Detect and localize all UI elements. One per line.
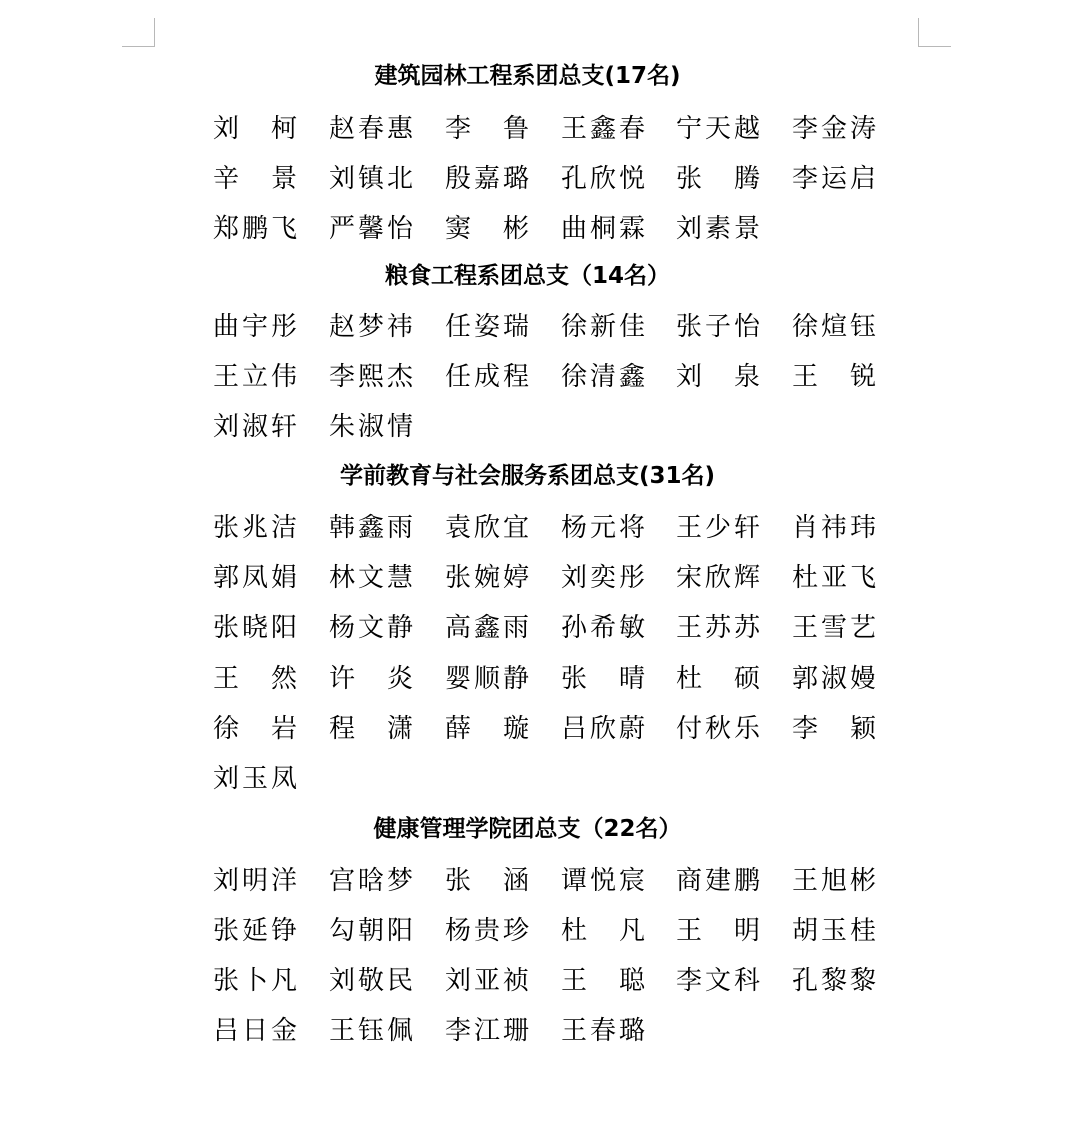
member-name: 张 卜 凡 [213,965,297,996]
member-name: 李 江 珊 [445,1015,529,1046]
member-name: 王 钰 佩 [329,1015,413,1046]
member-name: 徐 清 鑫 [561,361,645,392]
member-name: 商 建 鹏 [676,865,760,896]
member-name: 郭 淑 嫚 [792,663,876,694]
member-name: 王 旭 彬 [792,865,876,896]
member-name: 刘 镇 北 [329,163,413,194]
member-name: 赵 春 惠 [329,113,413,144]
member-name: 张 晴 [561,663,645,694]
page-corner-mark-top-left [122,18,155,47]
member-name: 王 雪 艺 [792,612,876,643]
member-name: 孙 希 敏 [561,612,645,643]
member-name: 王 春 璐 [561,1015,645,1046]
member-name: 杨 贵 珍 [445,915,529,946]
member-name: 程 潇 [329,713,413,744]
member-name: 徐 新 佳 [561,311,645,342]
member-name: 王 立 伟 [213,361,297,392]
member-name: 李 金 涛 [792,113,876,144]
member-name: 李 颖 [792,713,876,744]
member-name: 勾 朝 阳 [329,915,413,946]
member-name: 薛 璇 [445,713,529,744]
member-name: 刘 素 景 [676,213,760,244]
member-name: 辛 景 [213,163,297,194]
member-name: 任 姿 瑞 [445,311,529,342]
member-name: 刘 柯 [213,113,297,144]
member-name: 林 文 慧 [329,562,413,593]
member-name: 王 少 轩 [676,512,760,543]
member-name: 王 鑫 春 [561,113,645,144]
member-name: 曲 宇 彤 [213,311,297,342]
member-name: 王 苏 苏 [676,612,760,643]
member-name: 谭 悦 宸 [561,865,645,896]
member-name: 杜 亚 飞 [792,562,876,593]
member-name: 宁 天 越 [676,113,760,144]
member-name: 韩 鑫 雨 [329,512,413,543]
member-name: 刘 明 洋 [213,865,297,896]
member-name: 杨 元 将 [561,512,645,543]
member-name: 吕 欣 蔚 [561,713,645,744]
member-name: 杜 凡 [561,915,645,946]
member-name: 宫 晗 梦 [329,865,413,896]
member-name: 张 涵 [445,865,529,896]
member-name: 许 炎 [329,663,413,694]
member-name: 刘 泉 [676,361,760,392]
member-name: 朱 淑 情 [329,411,413,442]
member-name: 刘 奕 彤 [561,562,645,593]
member-name: 孔 黎 黎 [792,965,876,996]
member-name: 张 腾 [676,163,760,194]
member-name: 吕 日 金 [213,1015,297,1046]
member-name: 李 运 启 [792,163,876,194]
member-name: 张 子 怡 [676,311,760,342]
member-name: 胡 玉 桂 [792,915,876,946]
member-name: 付 秋 乐 [676,713,760,744]
member-name: 曲 桐 霖 [561,213,645,244]
member-name: 高 鑫 雨 [445,612,529,643]
member-name: 袁 欣 宜 [445,512,529,543]
member-name: 张 晓 阳 [213,612,297,643]
member-name: 张 延 铮 [213,915,297,946]
member-name: 孔 欣 悦 [561,163,645,194]
member-name: 李 熙 杰 [329,361,413,392]
member-name: 殷 嘉 璐 [445,163,529,194]
section-heading: 学前教育与社会服务系团总支(31名) [339,463,716,489]
member-name: 窦 彬 [445,213,529,244]
member-name: 婴 顺 静 [445,663,529,694]
member-name: 王 然 [213,663,297,694]
member-name: 刘 淑 轩 [213,411,297,442]
page-corner-mark-top-right [918,18,951,47]
member-name: 宋 欣 辉 [676,562,760,593]
member-name: 赵 梦 祎 [329,311,413,342]
member-name: 王 锐 [792,361,876,392]
member-name: 任 成 程 [445,361,529,392]
member-name: 杜 硕 [676,663,760,694]
member-name: 刘 敬 民 [329,965,413,996]
member-name: 王 聪 [561,965,645,996]
section-heading: 粮食工程系团总支（14名） [384,263,670,289]
member-name: 李 文 科 [676,965,760,996]
member-name: 郭 凤 娟 [213,562,297,593]
member-name: 郑 鹏 飞 [213,213,297,244]
member-name: 王 明 [676,915,760,946]
section-heading: 健康管理学院团总支（22名） [373,816,682,842]
member-name: 李 鲁 [445,113,529,144]
member-name: 刘 玉 凤 [213,763,297,794]
member-name: 徐 岩 [213,713,297,744]
member-name: 张 婉 婷 [445,562,529,593]
member-name: 杨 文 静 [329,612,413,643]
member-name: 肖 祎 玮 [792,512,876,543]
member-name: 刘 亚 祯 [445,965,529,996]
section-heading: 建筑园林工程系团总支(17名) [374,63,681,89]
member-name: 严 馨 怡 [329,213,413,244]
member-name: 徐 煊 钰 [792,311,876,342]
member-name: 张 兆 洁 [213,512,297,543]
